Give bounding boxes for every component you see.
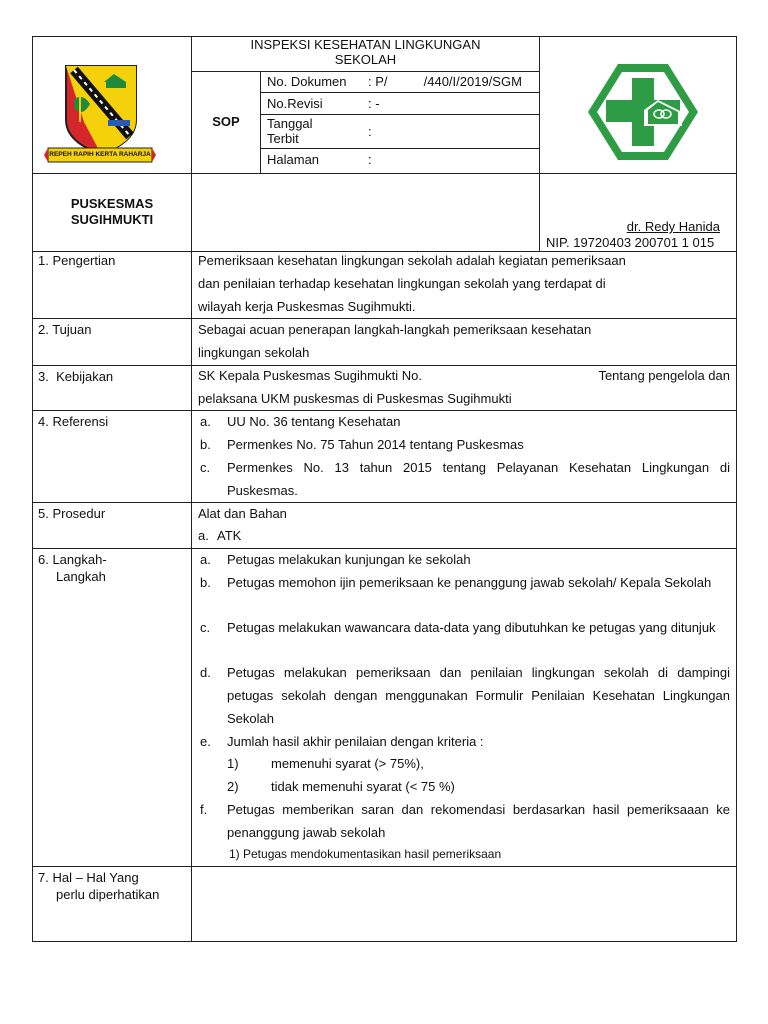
pengertian-line-2: dan penilaian terhadap kesehatan lingkungan sekolah yang terdapat di xyxy=(198,276,606,291)
section-label-kebijakan: 3. Kebijakan xyxy=(38,369,114,384)
org-name-line2: SUGIHMUKTI xyxy=(70,212,154,227)
langkah-item-c: Petugas melakukan wawancara data-data yang dibutuhkan ke petugas yang ditunjuk xyxy=(227,620,716,635)
issue-date-label-line1: Tanggal xyxy=(267,116,313,131)
doc-number-value: : P/ /440/I/2019/SGM xyxy=(368,74,522,89)
langkah-item-d: Petugas melakukan pemeriksaan dan penilaian lingkungan sekolah di dampingi petugas sekolah dengan menggunakan Formulir Penilaian Kesehatan Lingkungan Sekolah xyxy=(227,665,730,726)
langkah-item-e: Jumlah hasil akhir penilaian dengan kriteria : xyxy=(227,734,484,749)
criteria-marker-1: 1) xyxy=(227,756,239,771)
section-label-tujuan: 2. Tujuan xyxy=(38,322,92,337)
section-label-hal-line1: 7. Hal – Hal Yang xyxy=(38,870,139,885)
section-label-pengertian: 1. Pengertian xyxy=(38,253,116,268)
langkah-marker-e: e. xyxy=(200,734,211,749)
section-label-langkah-line2: Langkah xyxy=(56,569,106,584)
signer-nip: NIP. 19720403 200701 1 015 xyxy=(546,235,715,250)
kebijakan-line-1-left: SK Kepala Puskesmas Sugihmukti No. xyxy=(198,368,422,383)
page-value: : xyxy=(368,152,372,167)
section-label-prosedur: 5. Prosedur xyxy=(38,506,106,521)
pengertian-line-3: wilayah kerja Puskesmas Sugihmukti. xyxy=(198,299,416,314)
page-label: Halaman xyxy=(267,152,320,167)
issue-date-value: : xyxy=(368,124,372,139)
tujuan-line-1: Sebagai acuan penerapan langkah-langkah pemeriksaan kesehatan xyxy=(198,322,592,337)
criteria-text-2: tidak memenuhi syarat (< 75 %) xyxy=(271,779,455,794)
document-title-line1: INSPEKSI KESEHATAN LINGKUNGAN xyxy=(250,37,481,52)
referensi-item-b: Permenkes No. 75 Tahun 2014 tentang Puskesmas xyxy=(227,437,524,452)
puskesmas-logo xyxy=(586,62,700,162)
tujuan-line-2: lingkungan sekolah xyxy=(198,345,310,360)
langkah-marker-f: f. xyxy=(200,802,208,817)
revision-value: : - xyxy=(368,96,380,111)
kebijakan-line-2: pelaksana UKM puskesmas di Puskesmas Sugihmukti xyxy=(198,391,512,406)
langkah-marker-b: b. xyxy=(200,575,211,590)
referensi-marker-a: a. xyxy=(200,414,211,429)
criteria-marker-2: 2) xyxy=(227,779,239,794)
referensi-marker-c: c. xyxy=(200,460,211,475)
crest-motto: REPEH RAPIH KERTA RAHARJA xyxy=(49,151,151,158)
prosedur-line-1: Alat dan Bahan xyxy=(198,506,287,521)
doc-number-label: No. Dokumen xyxy=(267,74,347,89)
criteria-text-1: memenuhi syarat (> 75%), xyxy=(271,756,424,771)
langkah-item-f: Petugas memberikan saran dan rekomendasi berdasarkan hasil pemeriksaaan ke penanggung jawab sekolah xyxy=(227,802,730,840)
issue-date-label-line2: Terbit xyxy=(267,131,299,146)
document-title-line2: SEKOLAH xyxy=(334,52,397,67)
referensi-item-a: UU No. 36 tentang Kesehatan xyxy=(227,414,401,429)
langkah-marker-a: a. xyxy=(200,552,211,567)
sop-label: SOP xyxy=(212,114,240,129)
langkah-marker-c: c. xyxy=(200,620,211,635)
referensi-item-c: Permenkes No. 13 tahun 2015 tentang Pelayanan Kesehatan Lingkungan di Puskesmas. xyxy=(227,460,730,498)
langkah-item-a: Petugas melakukan kunjungan ke sekolah xyxy=(227,552,471,567)
signer-name: dr. Redy Hanida xyxy=(626,219,720,234)
langkah-item-b: Petugas memohon ijin pemeriksaan ke penanggung jawab sekolah/ Kepala Sekolah xyxy=(227,575,712,590)
section-label-langkah-line1: 6. Langkah- xyxy=(38,552,107,567)
revision-label: No.Revisi xyxy=(267,96,323,111)
regency-crest-logo xyxy=(44,62,156,166)
section-label-hal-line2: perlu diperhatikan xyxy=(56,887,160,902)
org-name-line1: PUSKESMAS xyxy=(70,196,154,211)
prosedur-item-marker: a. xyxy=(198,528,209,543)
pengertian-line-1: Pemeriksaan kesehatan lingkungan sekolah adalah kegiatan pemeriksaan xyxy=(198,253,626,268)
langkah-final-note: 1) Petugas mendokumentasikan hasil pemeriksaan xyxy=(229,847,502,861)
prosedur-item-text: ATK xyxy=(217,528,242,543)
section-label-referensi: 4. Referensi xyxy=(38,414,109,429)
langkah-marker-d: d. xyxy=(200,665,211,680)
referensi-marker-b: b. xyxy=(200,437,211,452)
kebijakan-line-1-right: Tentang pengelola dan xyxy=(598,368,730,383)
